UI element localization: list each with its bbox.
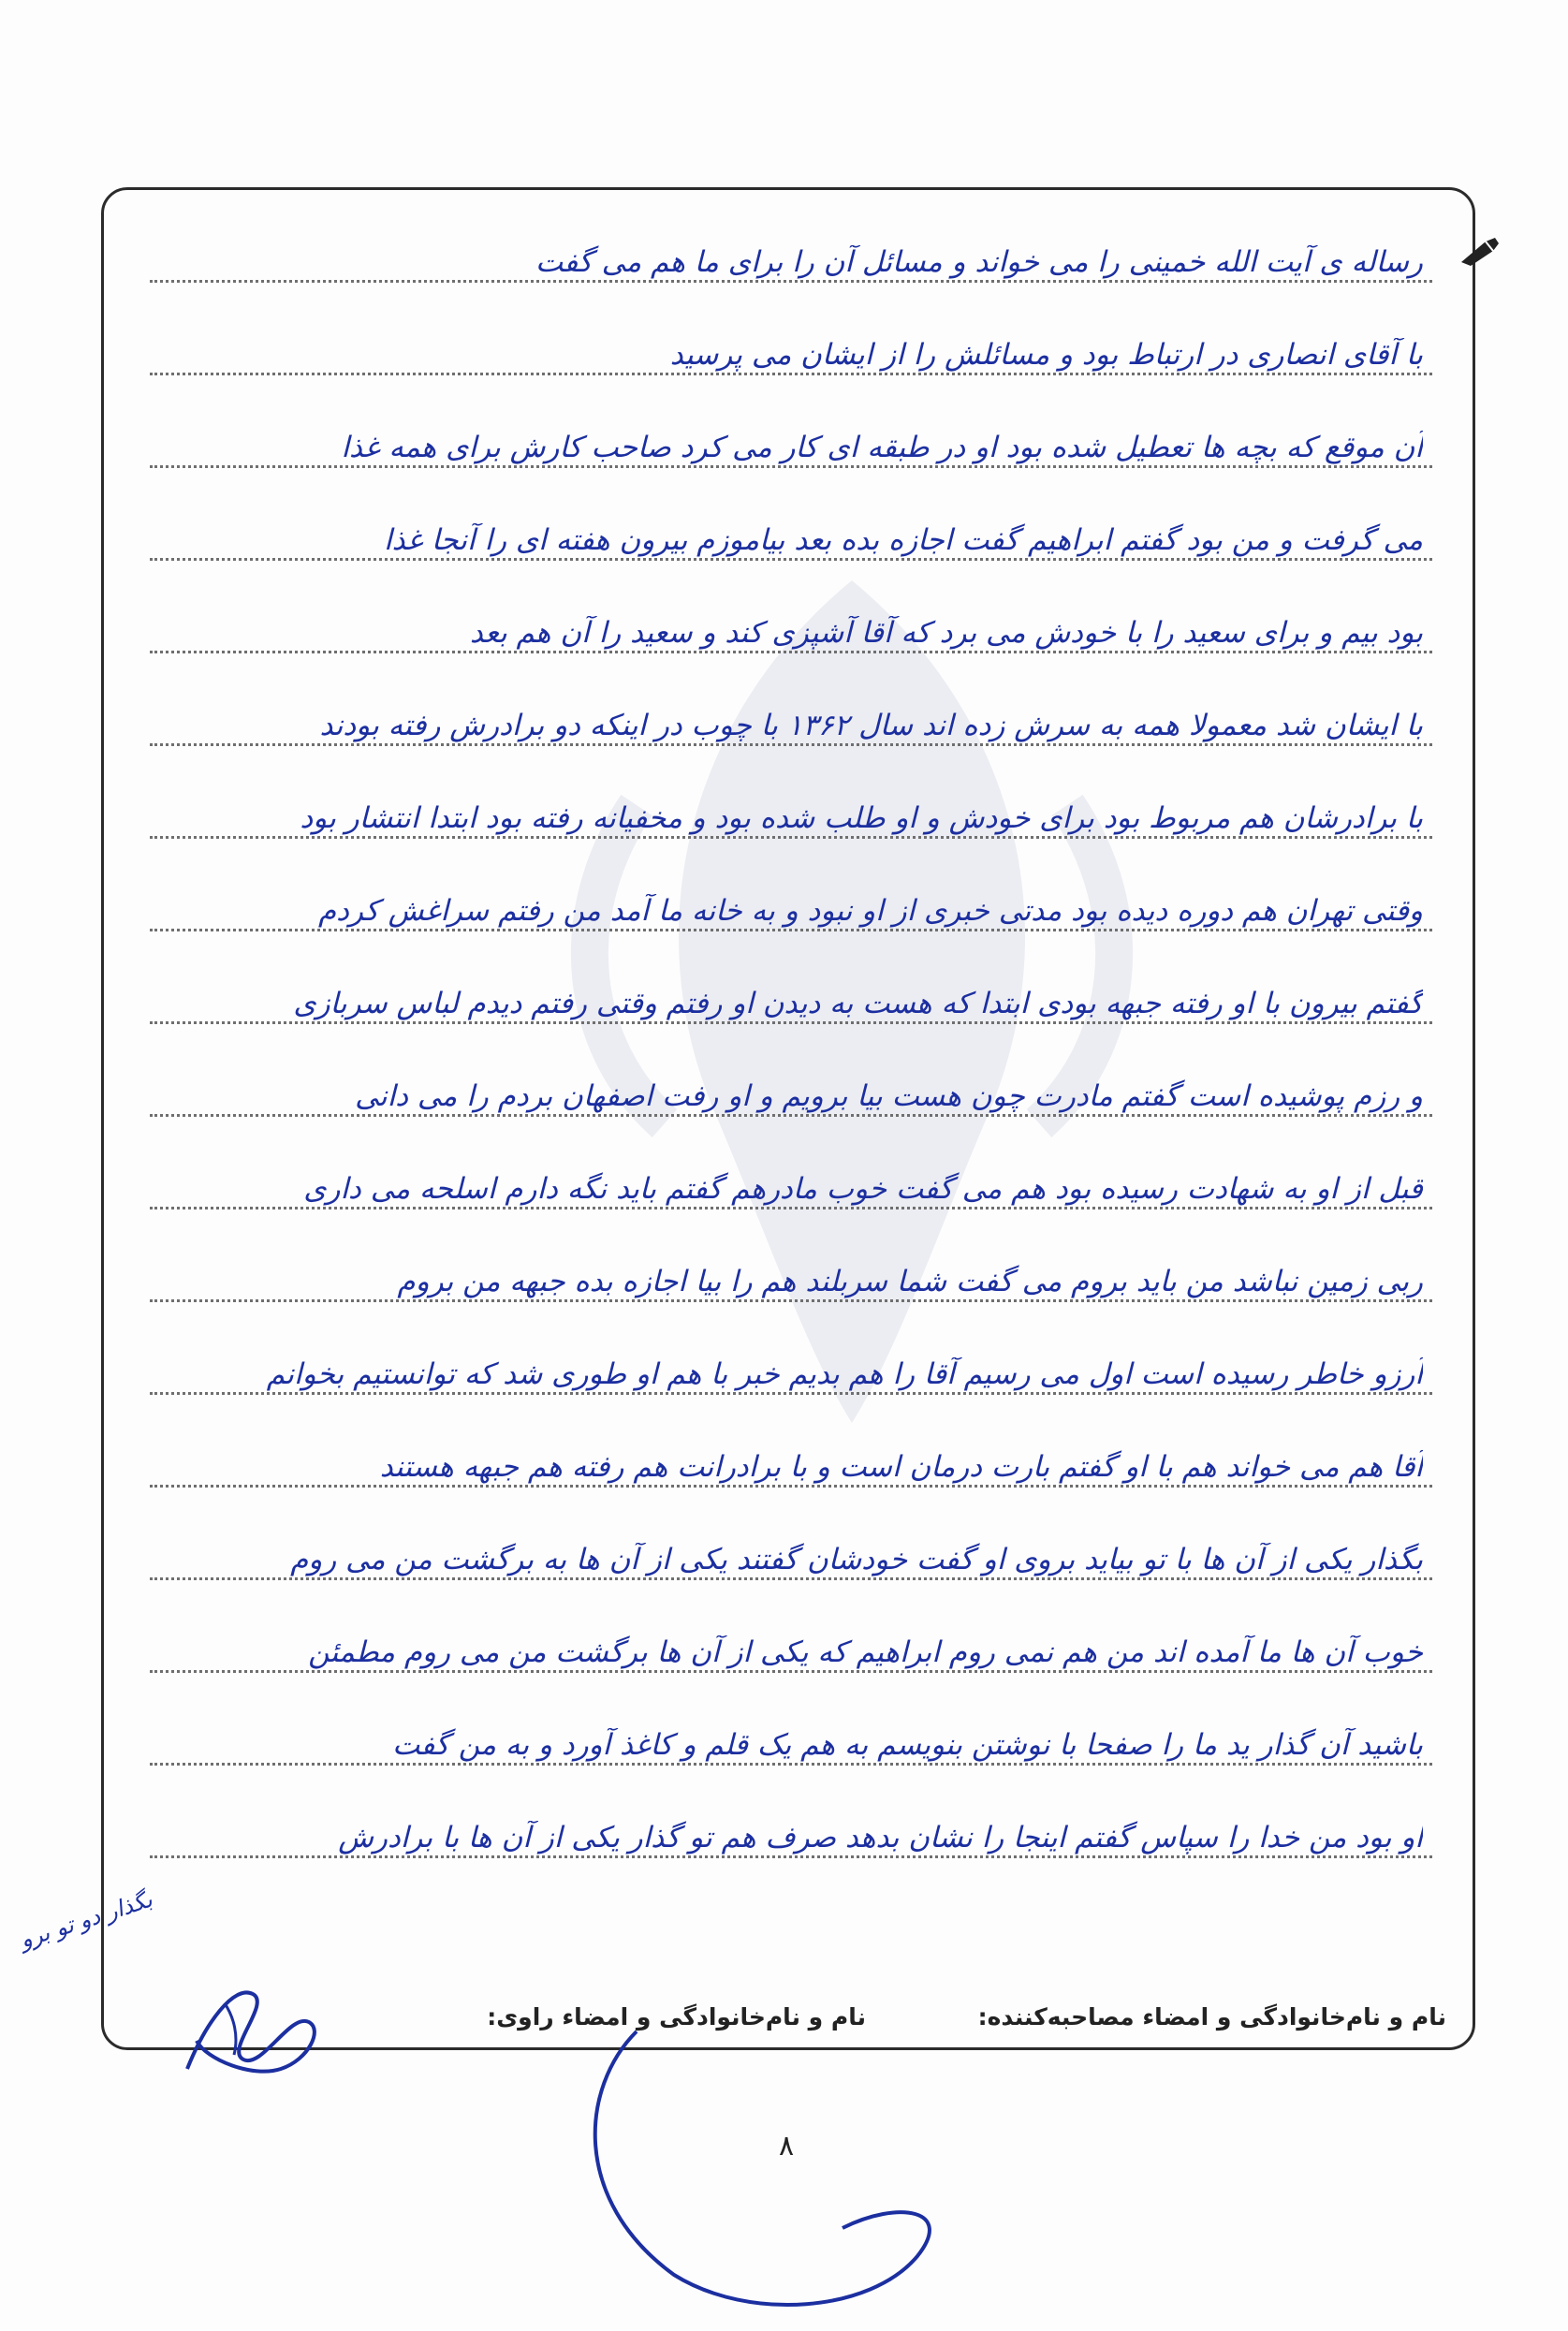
line-text: او بود من خدا را سپاس گفتم اینجا را نشان بدهد صرف هم تو گذار یکی از آن ها با برادرش bbox=[338, 1821, 1423, 1855]
signature-icon bbox=[169, 1966, 337, 2088]
text-line bbox=[150, 767, 1432, 859]
handwritten-lines bbox=[150, 211, 1432, 1879]
text-line bbox=[150, 1230, 1432, 1323]
text-line bbox=[150, 303, 1432, 396]
line-text: و رزم پوشیده است گفتم مادرت چون هست بیا برویم و او رفت اصفهان بردم را می دانی bbox=[355, 1079, 1423, 1113]
text-line bbox=[150, 581, 1432, 674]
line-text: با ایشان شد معمولا همه به سرش زده اند سال ۱۳۶۲ با چوب در اینکه دو برادرش رفته بودند bbox=[319, 709, 1423, 742]
line-text: رساله ی آیت الله خمینی را می خواند و مسائل آن را برای ما هم می گفت bbox=[535, 245, 1423, 279]
line-text: با آقای انصاری در ارتباط بود و مسائلش را از ایشان می پرسید bbox=[669, 338, 1423, 372]
text-line bbox=[150, 396, 1432, 489]
line-text: خوب آن ها ما آمده اند من هم نمی روم ابراهیم که یکی از آن ها برگشت من می روم مطمئن bbox=[308, 1635, 1423, 1669]
line-text: با برادرشان هم مربوط بود برای خودش و او طلب شده بود و مخفیانه رفته بود ابتدا انتشار بود bbox=[300, 801, 1423, 835]
line-text: باشید آن گذار ید ما را صفحا با نوشتن بنویسم به هم یک قلم و کاغذ آورد و به من گفت bbox=[392, 1728, 1423, 1762]
text-line bbox=[150, 1415, 1432, 1508]
text-line bbox=[150, 674, 1432, 767]
text-line bbox=[150, 1601, 1432, 1693]
line-text: بود بیم و برای سعید را با خودش می برد که آقا آشپزی کند و سعید را آن هم بعد bbox=[469, 616, 1423, 650]
text-line bbox=[150, 952, 1432, 1045]
pen-scribble-mark-icon bbox=[562, 2013, 983, 2331]
text-line bbox=[150, 1786, 1432, 1879]
page-number: ۸ bbox=[778, 2130, 795, 2162]
line-text: آن موقع که بچه ها تعطیل شده بود او در طبقه ای کار می کرد صاحب کارش برای همه غذا bbox=[341, 431, 1423, 464]
margin-note: بگذار دو تو برو bbox=[17, 1885, 156, 1954]
text-line bbox=[150, 1137, 1432, 1230]
line-text: بگذار یکی از آن ها با تو بیاید بروی او گفت خودشان گفتند یکی از آن ها به برگشت من می روم bbox=[290, 1543, 1423, 1576]
text-line bbox=[150, 859, 1432, 952]
pen-hand-icon bbox=[1458, 234, 1502, 268]
line-text: آقا هم می خواند هم با او گفتم بارت درمان است و با برادرانت هم رفته هم جبهه هستند bbox=[379, 1450, 1423, 1484]
line-text: قبل از او به شهادت رسیده بود هم می گفت خوب مادرهم گفتم باید نگه دارم اسلحه می داری bbox=[303, 1172, 1423, 1206]
text-line bbox=[150, 211, 1432, 303]
interviewer-signature-label: نام و نام‌خانوادگی و امضاء مصاحبه‌کننده: bbox=[977, 2003, 1446, 2030]
line-text: ربی زمین نباشد من باید بروم می گفت شما سربلند هم را بیا اجازه بده جبهه من بروم bbox=[397, 1265, 1423, 1298]
line-text: وقتی تهران هم دوره دیده بود مدتی خبری از او نبود و به خانه ما آمد من رفتم سراغش کردم bbox=[317, 894, 1423, 928]
line-text: می گرفت و من بود گفتم ابراهیم گفت اجازه بده بعد بیاموزم بیرون هفته ای را آنجا غذا bbox=[383, 523, 1423, 557]
narrator-signature-label: نام و نام‌خانوادگی و امضاء راوی: bbox=[487, 2003, 866, 2030]
line-text: آرزو خاطر رسیده است اول می رسیم آقا را هم بدیم خبر با هم او طوری شد که توانستیم بخوانم bbox=[266, 1357, 1423, 1391]
text-line bbox=[150, 1323, 1432, 1415]
text-line bbox=[150, 489, 1432, 581]
text-line bbox=[150, 1693, 1432, 1786]
text-line bbox=[150, 1045, 1432, 1137]
line-text: گفتم بیرون با او رفته جبهه بودی ابتدا که هست به دیدن او رفتم وقتی رفتم دیدم لباس سربازی bbox=[293, 987, 1423, 1020]
text-line bbox=[150, 1508, 1432, 1601]
